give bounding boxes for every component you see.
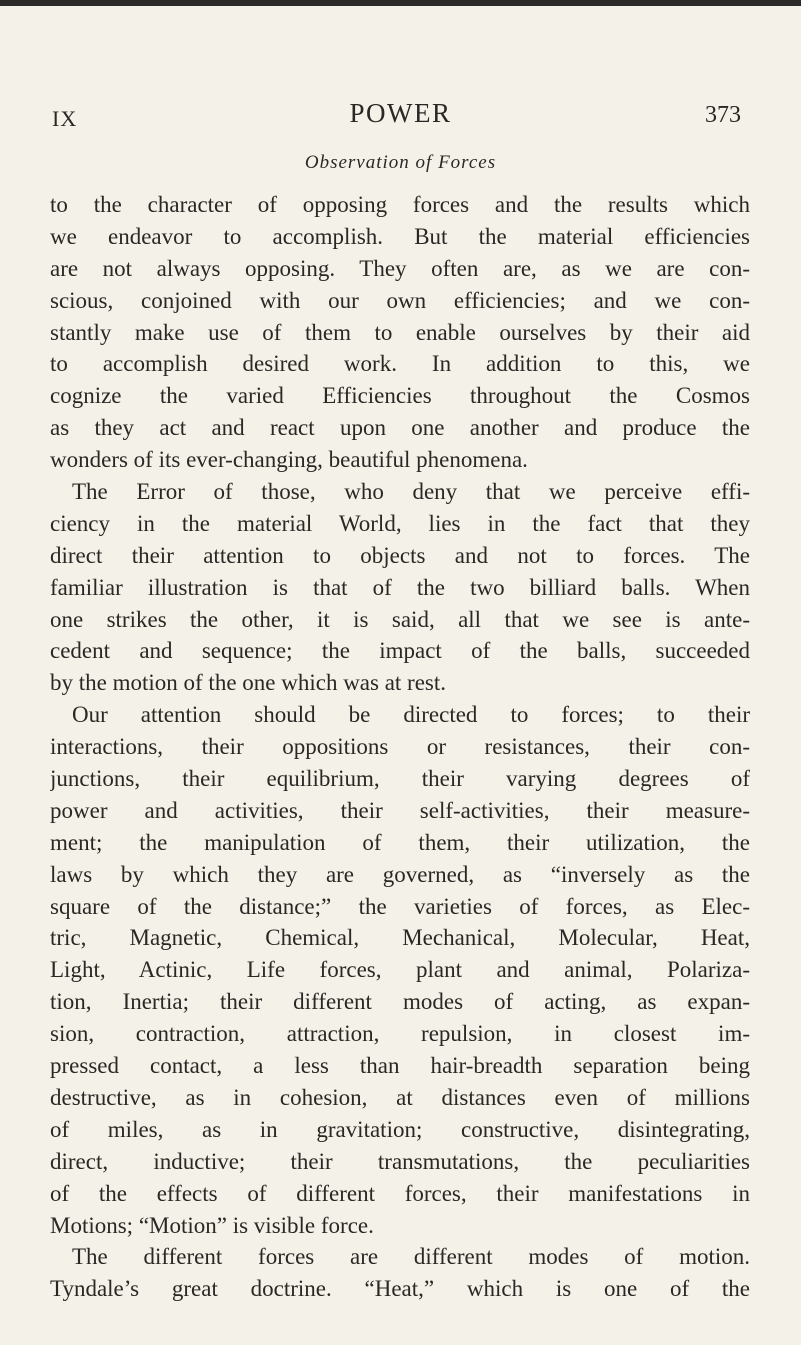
body-text	[50, 189, 750, 1305]
text-line: are not always opposing. They often are, as we are con-	[50, 255, 750, 281]
text-line: sion, contraction, attraction, repulsion, in closest im-	[50, 1021, 750, 1047]
running-title: POWER	[349, 98, 452, 128]
text-line: wonders of its ever-changing, beautiful phenomena.	[50, 447, 528, 473]
text-line: direct, inductive; their transmutations, the peculiarities	[50, 1148, 750, 1174]
text-line: The different forces are different modes of motion.	[72, 1244, 750, 1270]
text-line: destructive, as in cohesion, at distances even of millions	[50, 1084, 750, 1110]
text-line: Tyndale’s great doctrine. “Heat,” which is one of the	[50, 1276, 750, 1302]
text-line: by the motion of the one which was at rest.	[50, 670, 447, 696]
text-line: to the character of opposing forces and the results which	[50, 192, 750, 217]
text-line: we endeavor to accomplish. But the material efficiencies	[50, 223, 750, 249]
text-line: interactions, their oppositions or resistances, their con-	[50, 734, 750, 760]
text-line: stantly make use of them to enable ourselves by their aid	[50, 319, 750, 345]
text-line: to accomplish desired work. In addition to this, we	[50, 351, 750, 377]
text-line: as they act and react upon one another and produce the	[50, 415, 750, 441]
text-line: one strikes the other, it is said, all that we see is ante-	[50, 606, 750, 632]
top-edge-rule	[0, 0, 801, 6]
text-line: of miles, as in gravitation; constructive, disintegrating,	[50, 1116, 750, 1142]
text-line: laws by which they are governed, as “inversely as the	[50, 861, 750, 887]
text-line: scious, conjoined with our own efficiencies; and we con-	[50, 287, 750, 313]
text-line: ciency in the material World, lies in the fact that they	[50, 510, 750, 536]
text-line: junctions, their equilibrium, their varying degrees of	[50, 766, 750, 792]
text-line: Light, Actinic, Life forces, plant and animal, Polariza-	[50, 957, 750, 983]
text-line: cognize the varied Efficiencies throughout the Cosmos	[50, 383, 750, 409]
text-line: power and activities, their self-activities, their measure-	[50, 797, 750, 823]
running-header	[0, 98, 801, 138]
text-line: cedent and sequence; the impact of the balls, succeeded	[50, 638, 750, 664]
text-line: familiar illustration is that of the two billiard balls. When	[50, 574, 750, 600]
text-line: The Error of those, who deny that we perceive effi-	[72, 479, 750, 505]
text-line: square of the distance;” the varieties of forces, as Elec-	[50, 893, 750, 919]
page-number: 373	[705, 102, 741, 128]
text-line: ment; the manipulation of them, their utilization, the	[50, 829, 750, 855]
chapter-number: IX	[52, 106, 78, 131]
text-line: of the effects of different forces, their manifestations in	[50, 1180, 750, 1206]
text-line: tric, Magnetic, Chemical, Mechanical, Molecular, Heat,	[50, 925, 750, 951]
text-line: Motions; “Motion” is visible force.	[50, 1212, 374, 1238]
section-subheading: Observation of Forces	[304, 152, 497, 173]
text-line: direct their attention to objects and not to forces. The	[50, 542, 750, 568]
text-line: tion, Inertia; their different modes of acting, as expan-	[50, 989, 750, 1015]
text-line: Our attention should be directed to forces; to their	[72, 702, 750, 728]
text-line: pressed contact, a less than hair-breadth separation being	[50, 1053, 750, 1079]
